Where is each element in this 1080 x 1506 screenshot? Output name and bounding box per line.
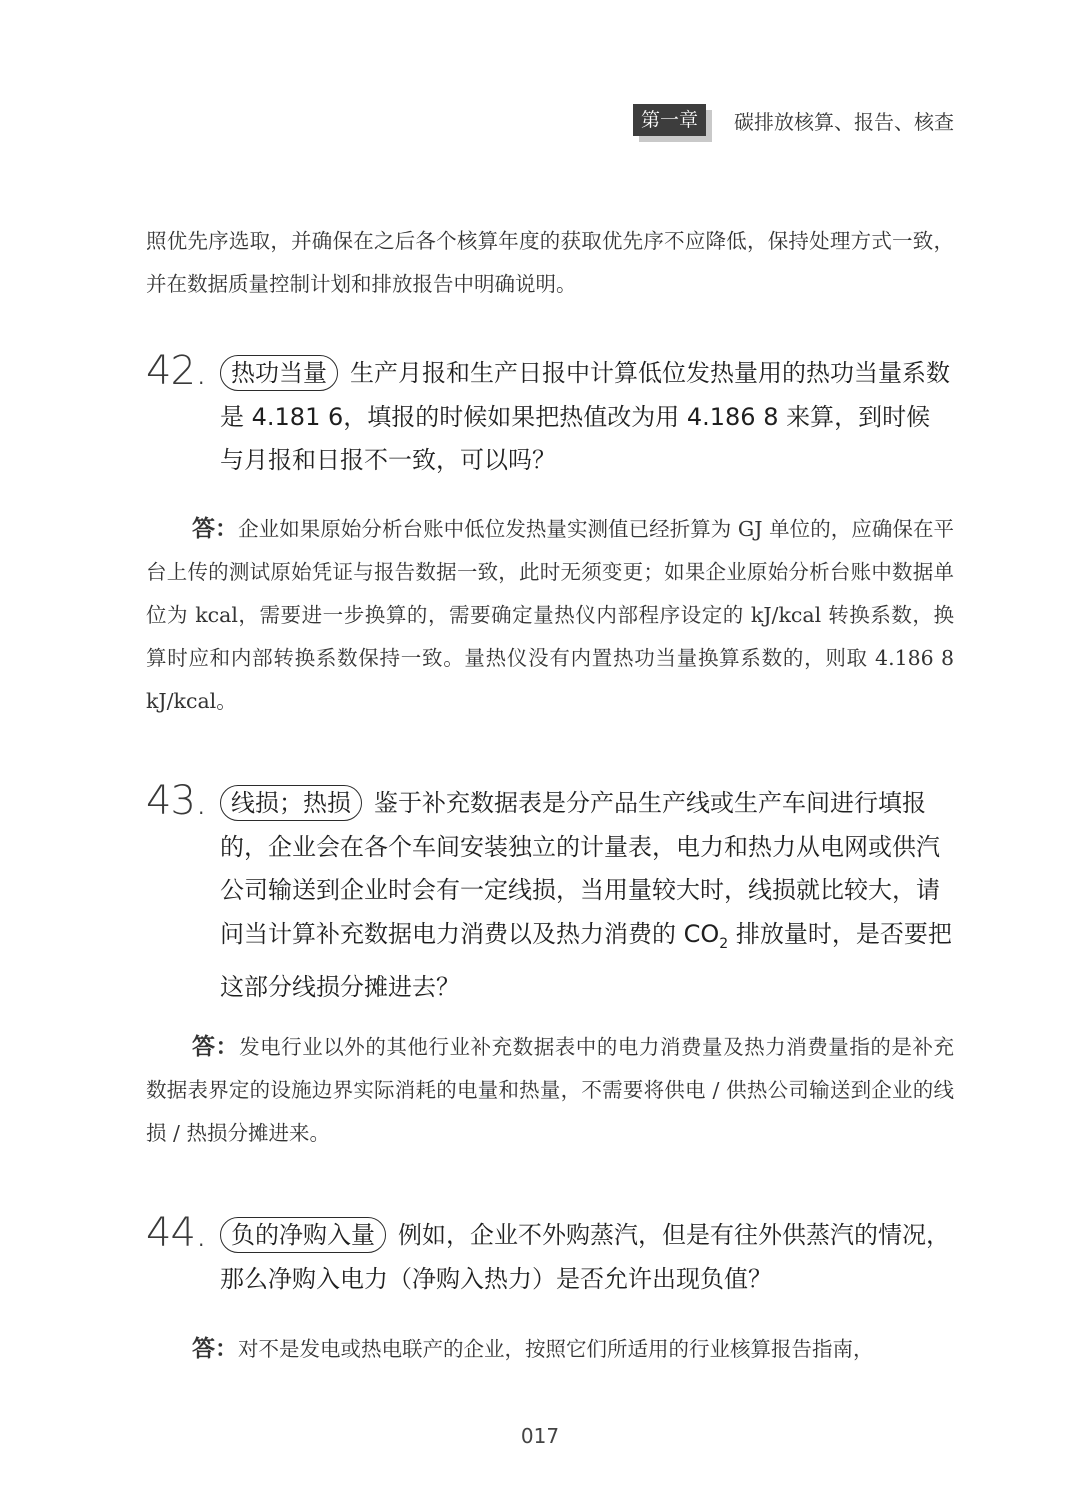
answer-label: 答： [192,1336,238,1362]
question-text-end: 排放量时，是否要把这部分线损分摊进去？ [220,919,952,1001]
chapter-title: 碳排放核算、报告、核查 [734,109,954,134]
question-tag: 负的净购入量 [220,1217,386,1253]
question-number: 43. [146,778,207,824]
answer-label: 答： [192,1034,240,1060]
page-number: 017 [520,1424,560,1448]
question-44 [146,1210,954,1301]
answer-42 [146,508,954,723]
chapter-tag: 第一章 [633,104,706,136]
question-tag: 热功当量 [220,355,338,391]
answer-text: 发电行业以外的其他行业补充数据表中的电力消费量及热力消费量指的是补充数据表界定的设施边界实际消耗的电量和热量，不需要将供电 / 供热公司输送到企业的线损 / 热损分摊进来。 [146,1035,955,1145]
answer-text: 对不是发电或热电联产的企业，按照它们所适用的行业核算报告指南， [238,1337,874,1361]
question-43 [146,778,954,1009]
answer-44 [146,1328,954,1371]
answer-label: 答： [192,516,239,542]
answer-text: 企业如果原始分析台账中低位发热量实测值已经折算为 GJ 单位的，应确保在平台上传的测试原始凭证与报告数据一致，此时无须变更；如果企业原始分析台账中数据单位为 kcal，需要进一步换算的，需要确定量热仪内部程序设定的 kJ/kcal 转换系数，换算时应和内部转换系数保持一致。量热仪没有内置热功当量换算系数的，则取 4.186 8 kJ/kcal。 [146,517,955,713]
question-42 [146,348,954,483]
question-number: 42. [146,348,207,394]
question-text: 生产月报和生产日报中计算低位发热量用的热功当量系数是 4.181 6，填报的时候如果把热值改为用 4.186 8 来算，到时候与月报和日报不一致，可以吗？ [220,359,950,474]
answer-43 [146,1026,954,1155]
intro-paragraph: 照优先序选取，并确保在之后各个核算年度的获取优先序不应降低，保持处理方式一致，并在数据质量控制计划和排放报告中明确说明。 [146,229,954,296]
running-header [633,100,954,140]
question-text: 鉴于补充数据表是分产品生产线或生产车间进行填报的，企业会在各个车间安装独立的计量表，电力和热力从电网或供汽公司输送到企业时会有一定线损，当用量较大时，线损就比较大，请问当计算补充数据电力消费以及热力消费的 CO [220,789,940,948]
question-text: 例如，企业不外购蒸汽，但是有往外供蒸汽的情况，那么净购入电力（净购入热力）是否允许出现负值？ [220,1221,950,1293]
question-tag: 线损；热损 [220,785,362,821]
subscript-2: 2 [719,935,729,952]
question-number: 44. [146,1210,207,1256]
